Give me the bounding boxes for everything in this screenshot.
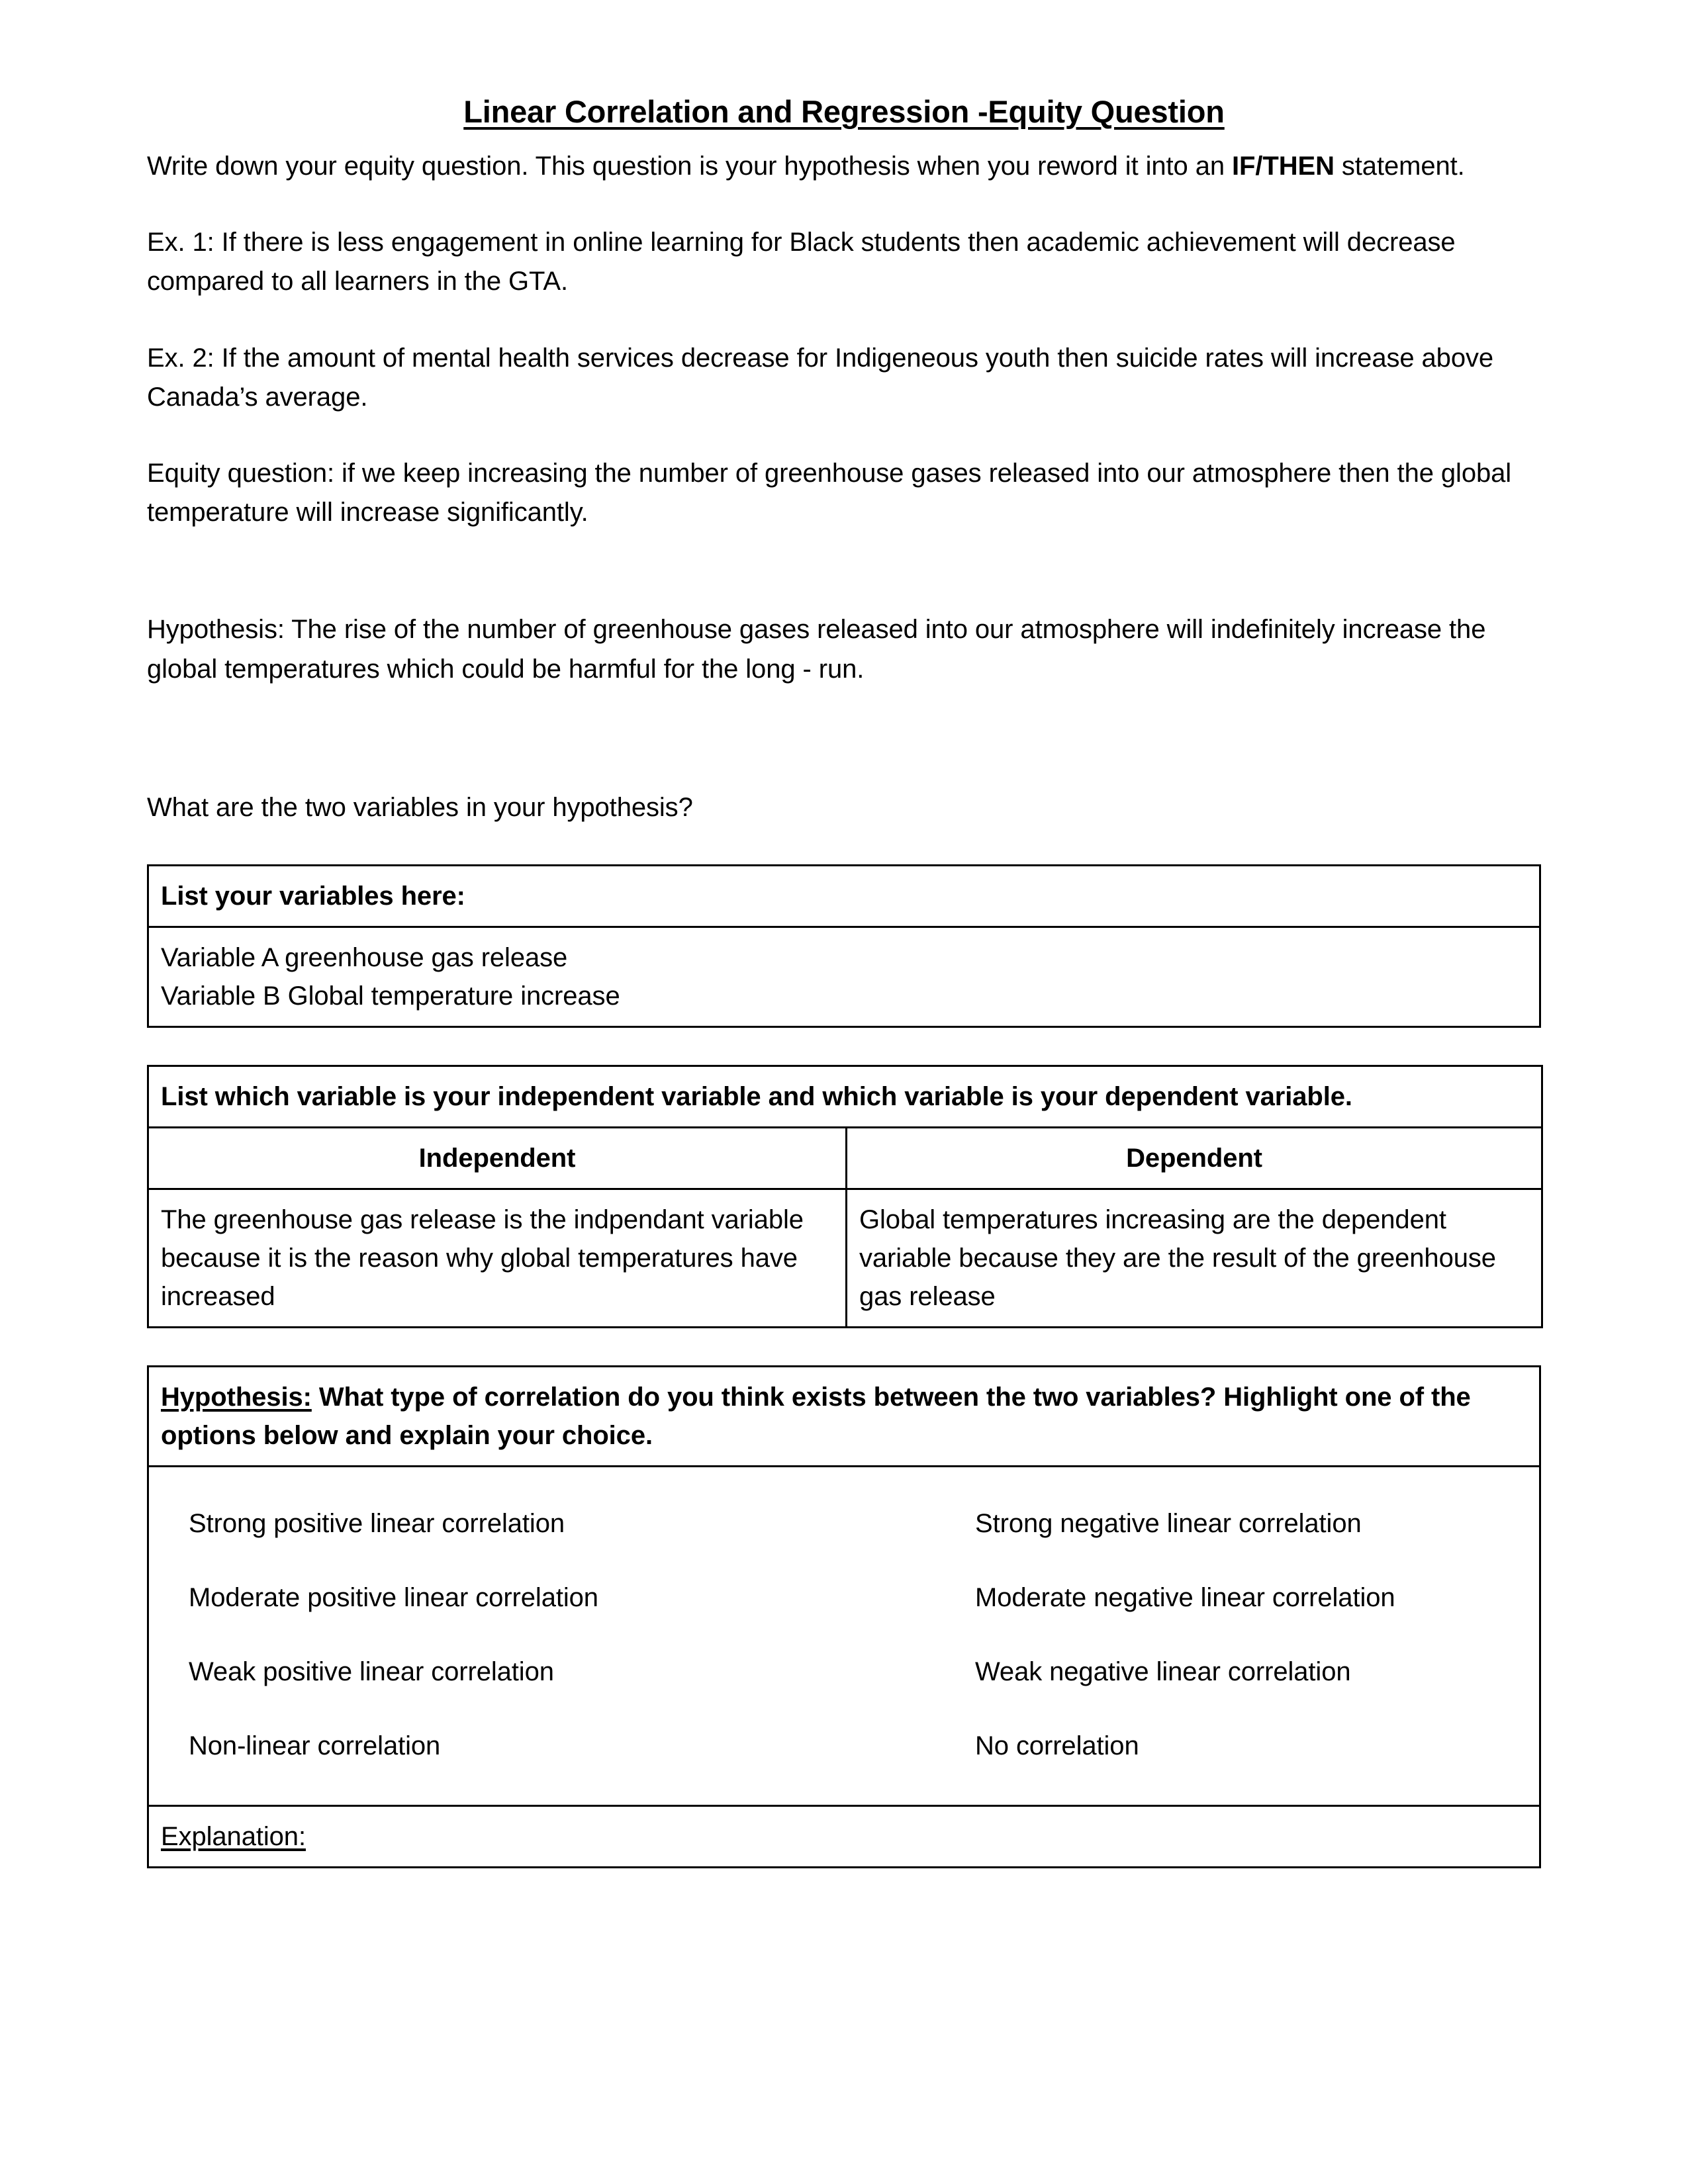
list-item (161, 1653, 1527, 1691)
example-2-paragraph: Ex. 2: If the amount of mental health services decrease for Indigeneous youth then suicide rates will increase above Canada’s average. (147, 343, 1494, 412)
independent-answer-cell[interactable]: The greenhouse gas release is the indpendant variable because it is the reason why global temperatures have increased (148, 1189, 847, 1327)
independent-dependent-table (147, 1065, 1543, 1328)
explanation-cell[interactable] (148, 1805, 1540, 1867)
example-1-paragraph: Ex. 1: If there is less engagement in online learning for Black students then academic achievement will decrease compared to all learners in the GTA. (147, 228, 1456, 296)
correlation-table (147, 1365, 1541, 1868)
variable-a-line: Variable A greenhouse gas release (161, 942, 568, 972)
variable-b-line: Variable B Global temperature increase (161, 981, 620, 1011)
equity-question-paragraph: Equity question: if we keep increasing the number of greenhouse gases released into our atmosphere then the global temperature will increase significantly. (147, 458, 1512, 527)
intro-paragraph (147, 147, 1541, 186)
table-row (148, 927, 1540, 1026)
table-row (148, 1366, 1540, 1466)
option-strong-negative[interactable]: Strong negative linear correlation (975, 1508, 1362, 1538)
variables-table-header: List your variables here: (148, 865, 1540, 927)
page-title: Linear Correlation and Regression -Equity Question (463, 94, 1225, 129)
spacer (147, 689, 1541, 788)
table-row (148, 1066, 1542, 1127)
correlation-options-cell (148, 1466, 1540, 1805)
variables-prompt: What are the two variables in your hypothesis? (147, 792, 693, 822)
option-moderate-positive[interactable]: Moderate positive linear correlation (189, 1582, 598, 1612)
ind-dep-table-header: List which variable is your independent variable and which variable is your dependent variable. (148, 1066, 1542, 1127)
option-weak-negative[interactable]: Weak negative linear correlation (975, 1657, 1351, 1686)
table-row (148, 1127, 1542, 1189)
intro-ifthen-bold: IF/THEN (1232, 152, 1335, 181)
list-item (161, 1504, 1527, 1543)
option-moderate-negative[interactable]: Moderate negative linear correlation (975, 1582, 1395, 1612)
variables-table-body[interactable] (148, 927, 1540, 1026)
intro-text-part1: Write down your equity question. This question is your hypothesis when you reword it into an (147, 152, 1233, 181)
correlation-header-hypothesis-label: Hypothesis: (161, 1382, 312, 1412)
list-item (161, 1578, 1527, 1617)
column-header-dependent: Dependent (847, 1127, 1542, 1189)
spacer (147, 130, 1541, 147)
spacer (147, 1328, 1541, 1365)
table-row (148, 1189, 1542, 1327)
spacer (147, 302, 1541, 339)
document-content (147, 0, 1541, 1868)
hypothesis-paragraph: Hypothesis: The rise of the number of greenhouse gases released into our atmosphere will indefinitely increase the global temperatures which could be harmful for the long - run. (147, 615, 1486, 684)
dependent-answer-cell[interactable]: Global temperatures increasing are the dependent variable because they are the result of the greenhouse gas release (847, 1189, 1542, 1327)
variables-table (147, 864, 1541, 1028)
option-strong-positive[interactable]: Strong positive linear correlation (189, 1508, 565, 1538)
spacer (147, 417, 1541, 454)
spacer (147, 532, 1541, 610)
option-non-linear[interactable]: Non-linear correlation (189, 1731, 441, 1760)
table-row (148, 1805, 1540, 1867)
table-row (148, 1466, 1540, 1805)
table-row (148, 865, 1540, 927)
explanation-label: Explanation: (161, 1821, 306, 1851)
correlation-options-grid (161, 1478, 1527, 1794)
column-header-independent: Independent (148, 1127, 847, 1189)
option-weak-positive[interactable]: Weak positive linear correlation (189, 1657, 554, 1686)
option-no-correlation[interactable]: No correlation (975, 1731, 1139, 1760)
spacer (147, 186, 1541, 223)
spacer (147, 1028, 1541, 1065)
spacer (147, 827, 1541, 864)
correlation-table-header (148, 1366, 1540, 1466)
intro-text-part2: statement. (1334, 152, 1465, 181)
list-item (161, 1727, 1527, 1765)
correlation-header-question: What type of correlation do you think exists between the two variables? Highlight one of the options below and explain your choice. (161, 1382, 1471, 1450)
